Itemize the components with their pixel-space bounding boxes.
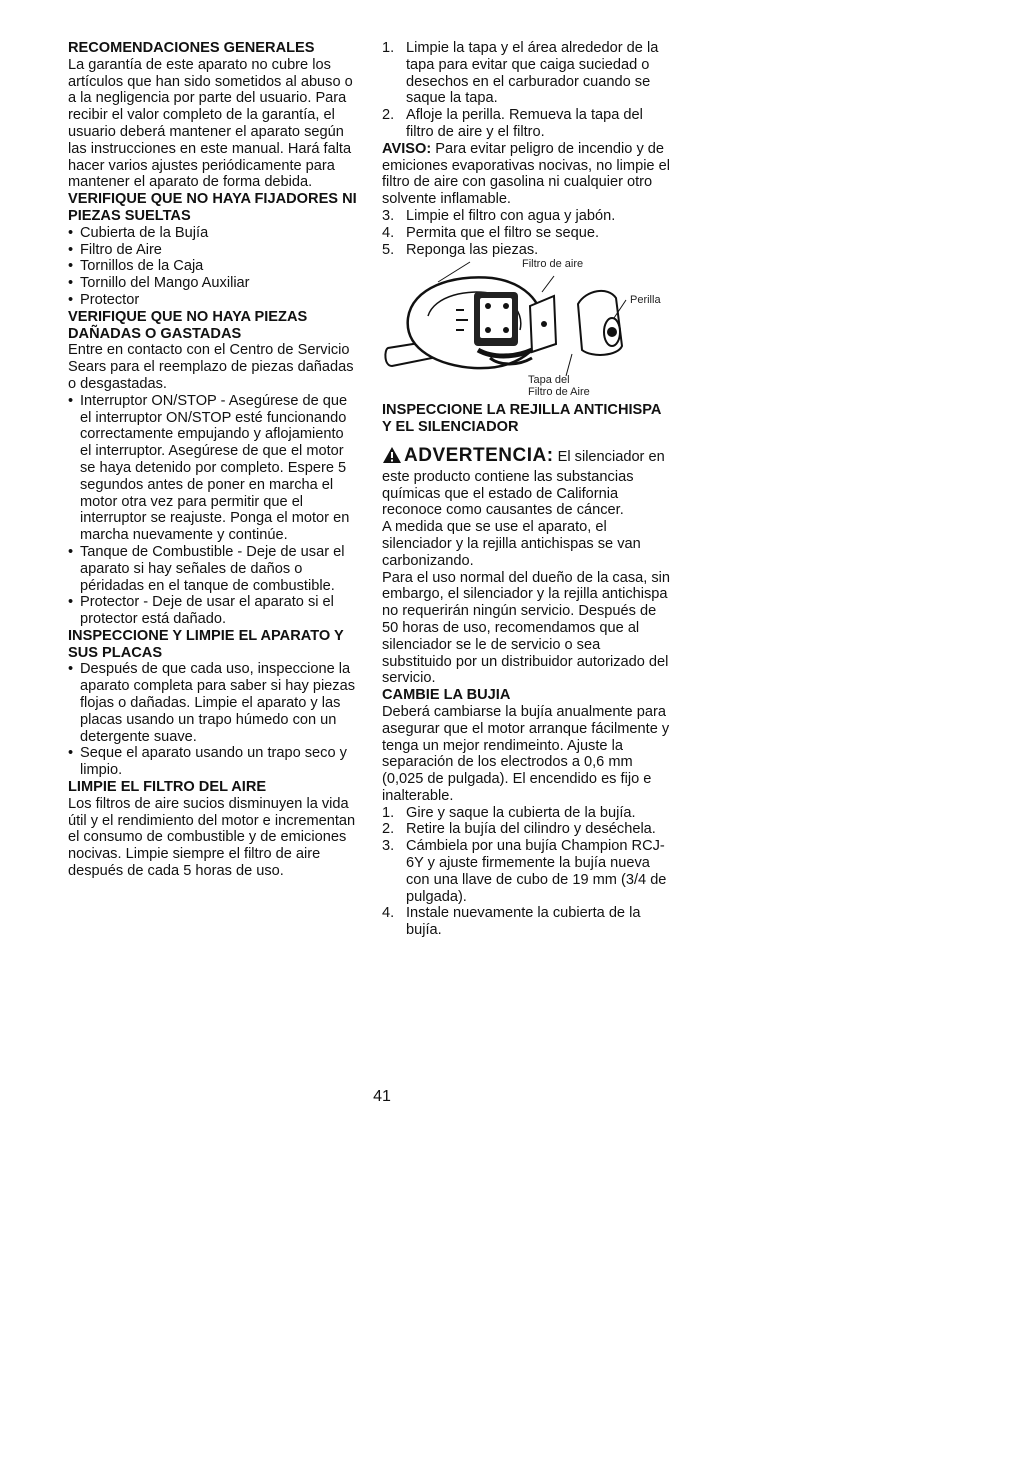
steps-air-filter-a (382, 40, 674, 141)
step-number: 4. (382, 224, 395, 241)
list-item: • Después de que cada uso, inspeccione la aparato completa para saber si hay piezas flojas o dañadas. Limpie el aparato y las placas usando un trapo húmedo con un detergente suave. (68, 661, 358, 745)
left-column (68, 40, 358, 880)
list-item (382, 242, 674, 259)
step-text: Gire y saque la cubierta de la bujía. (406, 804, 636, 821)
right-column (382, 40, 674, 939)
step-number: 4. (382, 905, 395, 922)
list-item (382, 905, 674, 939)
step-number: 3. (382, 207, 395, 224)
paragraph-service: Para el uso normal del dueño de la casa, sin embargo, el silenciador y la rejilla antichispa no requerirán ningún servicio. Después de 50 horas de uso, recomendamos que al silenciador se le de servicio o sea substituido por un distribuidor autorizado del servicio. (382, 569, 670, 687)
steps-air-filter-b (382, 208, 674, 258)
step-text: Cámbiela por una bujía Champion RCJ-6Y y ajuste firmemente la bujía nueva con una llave de cubo de 19 mm (3/4 de pulgada). (406, 838, 667, 905)
step-text: Instale nuevamente la cubierta de la bujía. (406, 905, 641, 939)
heading-spark-plug: CAMBIE LA BUJIA (382, 687, 511, 704)
section-clean-unit (68, 628, 358, 779)
warning-text: El silenciador en este producto contiene las substancias químicas que el estado de California reconoce como causantes de cáncer. (382, 448, 665, 519)
heading-spark-arrestor: INSPECCIONE LA REJILLA ANTICHISPA Y EL SILENCIADOR (382, 402, 661, 436)
steps-spark-plug (382, 805, 674, 939)
list-item: • Filtro de Aire (68, 242, 358, 259)
section-general-recommendations (68, 40, 358, 191)
list-item (382, 107, 674, 141)
section-damaged-parts (68, 309, 358, 628)
section-loose-parts (68, 191, 358, 309)
list-loose-parts (68, 225, 358, 309)
list-item: • Seque el aparato usando un trapo seco y limpio. (68, 745, 358, 779)
notice-text: Para evitar peligro de incendio y de emiciones evaporativas nocivas, no limpie el filtro de aire con gasolina ni cualquier otro solvente inflamable. (382, 140, 670, 208)
step-number: 5. (382, 241, 395, 258)
warning-paragraph (382, 446, 674, 519)
heading-loose-parts: VERIFIQUE QUE NO HAYA FIJADORES NI PIEZAS SUELTAS (68, 191, 357, 224)
paragraph-spark-plug: Deberá cambiarse la bujía anualmente para asegurar que el motor arranque fácilmente y tenga un mejor rendimeinto. Ajuste la separación de los electrodos a 0,6 mm (0,025 de pulgada). El encendido es fijo e inalterable. (382, 703, 670, 804)
heading-damaged-parts: VERIFIQUE QUE NO HAYA PIEZAS DAÑADAS O GASTADAS (68, 308, 308, 342)
step-text: Reponga las piezas. (406, 241, 539, 258)
list-item: • Tornillos de la Caja (68, 258, 358, 275)
list-clean-unit (68, 661, 358, 779)
step-text: Retire la bujía del cilindro y deséchela. (406, 821, 656, 838)
warning-triangle-icon (382, 446, 402, 469)
label-knob: Perilla (630, 294, 661, 307)
step-text: Afloje la perilla. Remueva la tapa del filtro de aire y el filtro. (406, 107, 643, 140)
step-number: 1. (382, 804, 395, 821)
step-number: 2. (382, 821, 395, 838)
heading-air-filter: LIMPIE EL FILTRO DEL AIRE (68, 779, 267, 796)
list-item (382, 838, 674, 905)
list-damaged-parts (68, 393, 358, 628)
air-filter-figure (382, 258, 674, 398)
warning-title: ADVERTENCIA: (404, 444, 554, 466)
list-item: • Tanque de Combustible - Deje de usar el aparato si hay señales de daños o péridadas en el tanque de combustible. (68, 544, 358, 594)
step-text: Permita que el filtro se seque. (406, 224, 600, 241)
notice-label: AVISO: (382, 140, 432, 157)
list-item: • Protector - Deje de usar el aparato si el protector está dañado. (68, 594, 358, 628)
list-item (382, 40, 674, 107)
step-number: 1. (382, 40, 395, 56)
list-item: • Cubierta de la Bujía (68, 225, 358, 242)
step-text: Limpie la tapa y el área alrededor de la tapa para evitar que caiga suciedad o desechos en el carburador cuando se saque la tapa. (406, 40, 659, 107)
label-cover-line2: Filtro de Aire (528, 386, 590, 399)
page-number: 41 (373, 1088, 391, 1105)
list-item (382, 805, 674, 822)
label-cover-line1: Tapa del (528, 374, 570, 387)
list-item (382, 821, 674, 838)
list-item: • Protector (68, 292, 358, 309)
heading-clean-unit: INSPECCIONE Y LIMPIE EL APARATO Y SUS PLACAS (68, 627, 344, 661)
paragraph-air-filter: Los filtros de aire sucios disminuyen la vida útil y el rendimiento del motor e incrementan el consumo de combustible y de emiciones nocivas. Limpie siempre el filtro de aire después de cada 5 horas de uso. (68, 795, 356, 880)
section-spark-arrestor (382, 402, 674, 687)
step-number: 3. (382, 838, 395, 855)
heading-general-recommendations: RECOMENDACIONES GENERALES (68, 40, 315, 56)
list-item: • Tornillo del Mango Auxiliar (68, 275, 358, 292)
list-item: • Interruptor ON/STOP - Asegúrese de que el interruptor ON/STOP esté funcionando correctamente empujando y aflojamiento el interruptor. Asegúrese de que el motor se haya detenido por completo. Espere 5 segundos antes de poner en marcha el motor otra vez para permitir que el interruptor se reajuste. Ponga el motor en marcha nuevamente y continúe. (68, 393, 358, 544)
list-item (382, 225, 674, 242)
section-air-filter (68, 779, 358, 880)
step-text: Limpie el filtro con agua y jabón. (406, 207, 616, 224)
list-item (382, 208, 674, 225)
step-number: 2. (382, 107, 395, 124)
section-spark-plug (382, 687, 674, 939)
paragraph-service-center: Entre en contacto con el Centro de Servicio Sears para el reemplazo de piezas dañadas o desgastadas. (68, 342, 354, 392)
paragraph-carbon: A medida que se use el aparato, el silenciador y la rejilla antichispas se van carbonizando. (382, 519, 641, 569)
notice-paragraph (382, 141, 674, 208)
paragraph-warranty: La garantía de este aparato no cubre los artículos que han sido sometidos al abuso o a la negligencia por parte del usuario. Para recibir el valor completo de la garantía, el usuario deberá mantener el aparato según las instrucciones en este manual. Hará falta hacer varios ajustes periódicamente para mantener el aparato de forma debida. (68, 56, 353, 191)
label-air-filter: Filtro de aire (522, 258, 584, 271)
